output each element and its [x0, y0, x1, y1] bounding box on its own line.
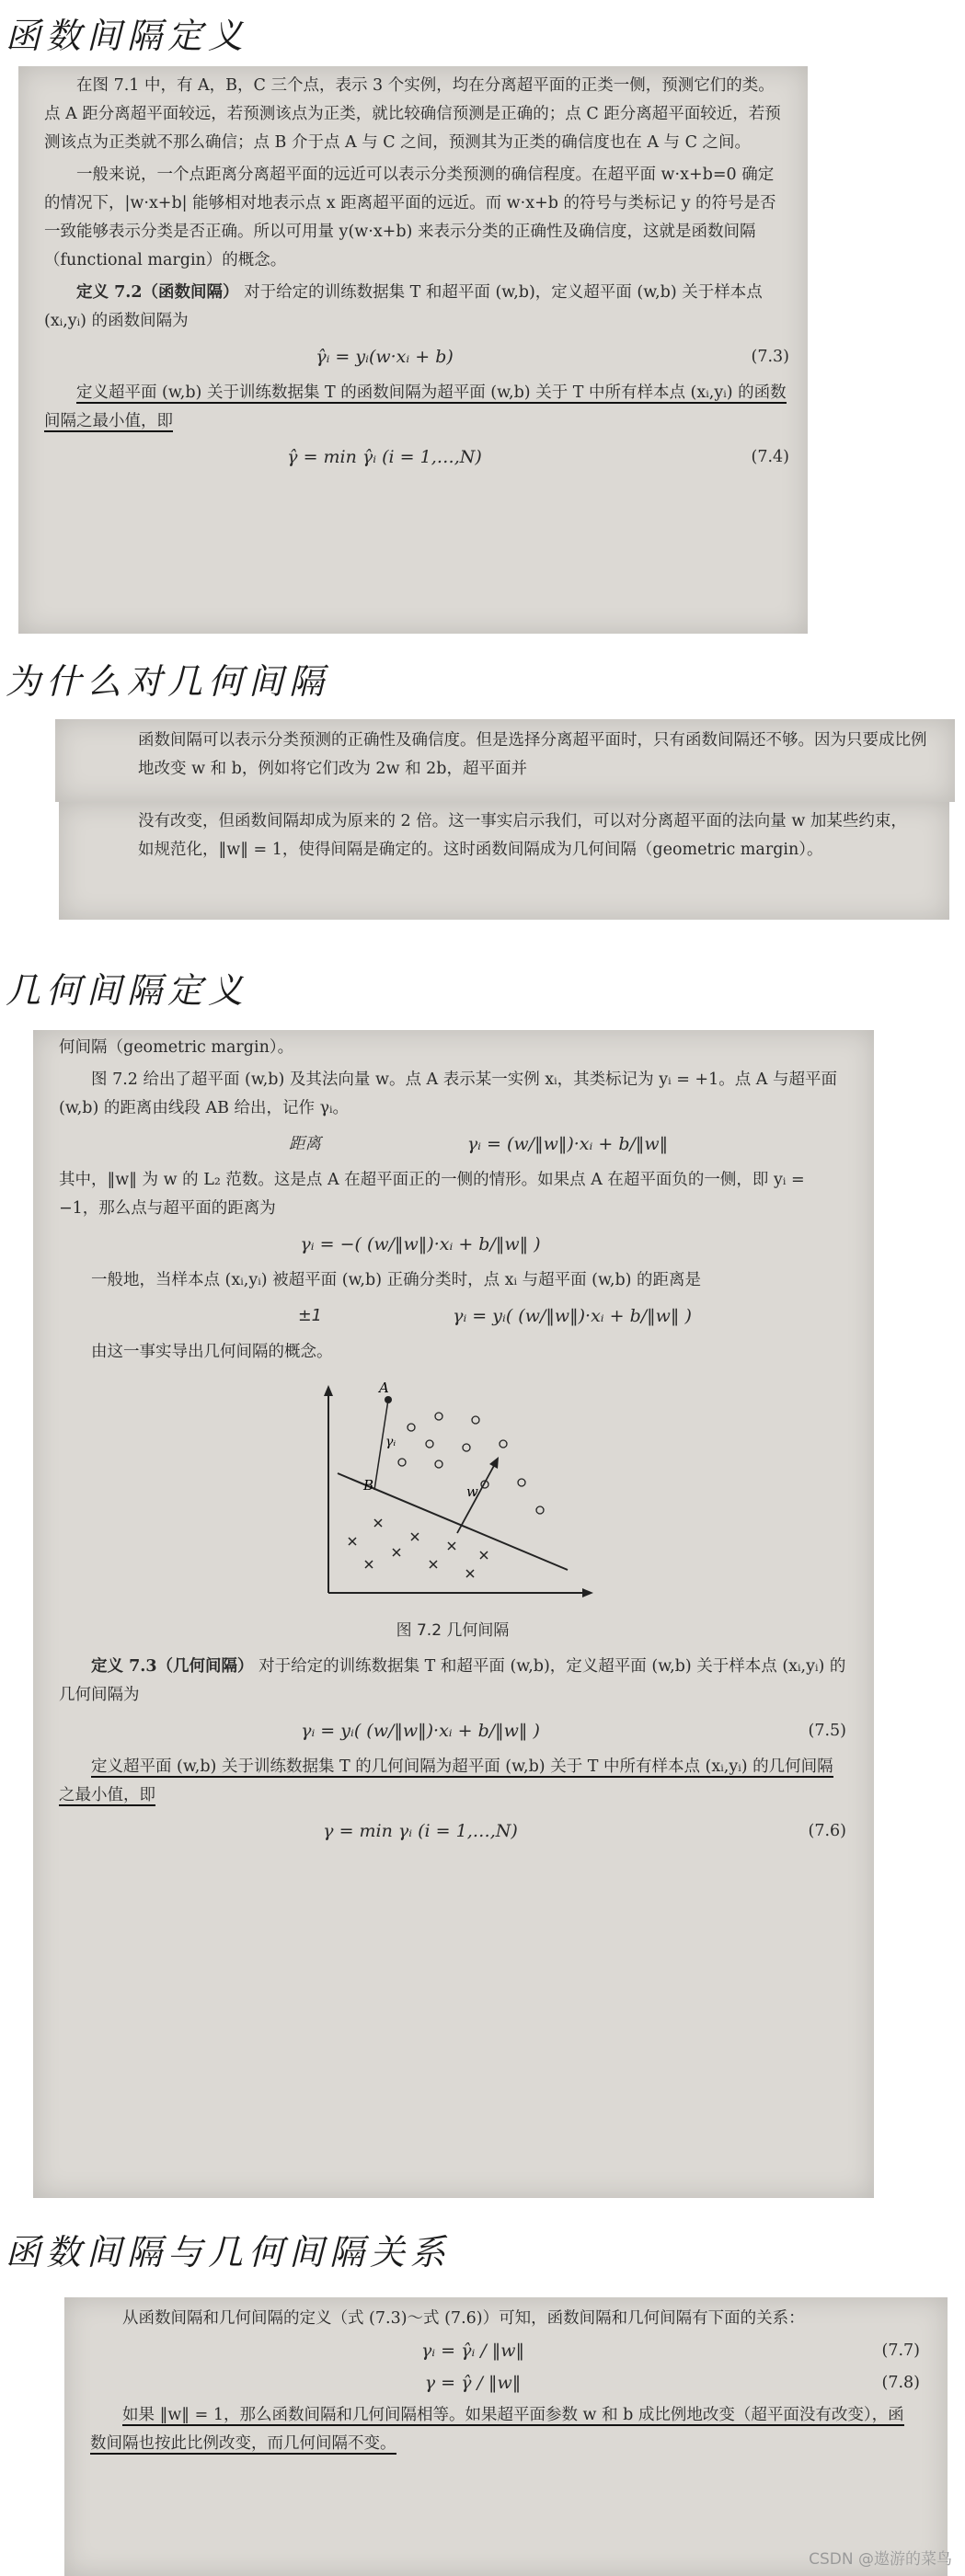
x-axis-arrow [582, 1588, 593, 1597]
equation: γᵢ = −( (w/‖w‖)·xᵢ + b/‖w‖ ) [300, 1234, 541, 1254]
equation: γ̂ᵢ = yᵢ(w·xᵢ + b) [316, 347, 454, 367]
paragraph: 函数间隔可以表示分类预测的正确性及确信度。但是选择分离超平面时，只有函数间隔还不够。因为只要成比例地改变 w 和 b，例如将它们改为 2w 和 2b，超平面并 [138, 731, 927, 778]
paragraph: 一般来说，一个点距离分离超平面的远近可以表示分类预测的确信程度。在超平面 w·x+b=0 确定的情况下，|w·x+b| 能够相对地表示点 x 距离超平面的远近。而 w·x+b 的符号与类标记 y 的符号是否一致能够表示分类是否正确。所以可用量 y(w·x+b) 来表示分类的正确性及确信度，这就是函数间隔（functional margin）的概念。 [44, 166, 776, 269]
paragraph: 其中，‖w‖ 为 w 的 L₂ 范数。这是点 A 在超平面正的一侧的情形。如果点 A 在超平面负的一侧，即 yᵢ = −1，那么点与超平面的距离为 [59, 1171, 805, 1218]
handwritten-note: 距离 [289, 1135, 321, 1153]
equation-row [59, 1231, 846, 1259]
textbook-photo-strip-2 [59, 802, 949, 920]
y-axis-arrow [324, 1385, 333, 1396]
definition-text: 对于给定的训练数据集 T 和超平面 (w,b)，定义超平面 (w,b) 关于样本点 (xᵢ,yᵢ) 的几何间隔为 [59, 1657, 846, 1704]
equation: γᵢ = (w/‖w‖)·xᵢ + b/‖w‖ [466, 1134, 669, 1154]
csdn-watermark: CSDN @遨游的菜鸟 [809, 2550, 952, 2569]
equation-row [59, 1817, 846, 1846]
equation-number: (7.8) [881, 2374, 920, 2392]
paragraph: 如果 ‖w‖ = 1，那么函数间隔和几何间隔相等。如果超平面参数 w 和 b 成比例地改变（超平面没有改变），函数间隔也按此比例改变，而几何间隔不变。 [90, 2406, 904, 2453]
paragraph: 一般地，当样本点 (xᵢ,yᵢ) 被超平面 (w,b) 正确分类时，点 xᵢ 与超平面 (w,b) 的距离是 [91, 1271, 702, 1289]
equation-row [44, 443, 789, 472]
heading-geometric-margin: 几何间隔定义 [6, 970, 249, 1011]
equation-number: (7.4) [751, 448, 789, 466]
equation-row [59, 1130, 846, 1159]
paragraph: 在图 7.1 中，有 A，B，C 三个点，表示 3 个实例，均在分离超平面的正类一侧，预测它们的类。点 A 距分离超平面较远，若预测该点为正类，就比较确信预测是正确的；点 C 距分离超平面较近，若预测该点为正类就不那么确信；点 B 介于点 A 与 C 之间，预测其为正类的确信度也在 A 与 C 之间。 [44, 76, 781, 152]
paragraph: 由这一事实导出几何间隔的概念。 [91, 1343, 333, 1361]
label-A: A [379, 1380, 389, 1396]
textbook-photo-geometric-margin [33, 1030, 874, 2198]
paragraph: 图 7.2 给出了超平面 (w,b) 及其法向量 w。点 A 表示某一实例 xᵢ，其类标记为 yᵢ = +1。点 A 与超平面 (w,b) 的距离由线段 AB 给出，记作 γᵢ。 [59, 1070, 837, 1117]
equation-number: (7.5) [808, 1722, 846, 1740]
figure-caption: 图 7.2 几何间隔 [396, 1621, 510, 1640]
label-w: w [466, 1483, 478, 1500]
paragraph: 从函数间隔和几何间隔的定义（式 (7.3)～式 (7.6)）可知，函数间隔和几何间隔有下面的关系： [122, 2309, 805, 2328]
paragraph: 何间隔（geometric margin）。 [59, 1038, 294, 1057]
equation: γ = γ̂ / ‖w‖ [424, 2373, 522, 2393]
equation: γᵢ = yᵢ( (w/‖w‖)·xᵢ + b/‖w‖ ) [453, 1306, 692, 1326]
label-B: B [363, 1477, 374, 1494]
equation-row [90, 2337, 920, 2365]
paragraph: 定义超平面 (w,b) 关于训练数据集 T 的几何间隔为超平面 (w,b) 关于 T 中所有样本点 (xᵢ,yᵢ) 的几何间隔之最小值，即 [59, 1757, 833, 1804]
equation-row [44, 343, 789, 372]
paragraph: 定义超平面 (w,b) 关于训练数据集 T 的函数间隔为超平面 (w,b) 关于 T 中所有样本点 (xᵢ,yᵢ) 的函数间隔之最小值，即 [44, 384, 787, 430]
heading-why-geometric: 为什么对几何间隔 [6, 661, 330, 702]
paragraph: 没有改变，但函数间隔却成为原来的 2 倍。这一事实启示我们，可以对分离超平面的法向量 w 加某些约束，如规范化，‖w‖ = 1，使得间隔是确定的。这时函数间隔成为几何间隔（geometric margin）。 [138, 812, 907, 859]
equation-number: (7.6) [808, 1822, 846, 1840]
textbook-photo-strip-1 [55, 719, 955, 802]
equation: γ = min γᵢ (i = 1,…,N) [323, 1821, 518, 1841]
equation-number: (7.3) [751, 348, 789, 366]
equation-row [59, 1302, 846, 1331]
handwritten-note: ±1 [298, 1307, 322, 1325]
definition-text: 对于给定的训练数据集 T 和超平面 (w,b)，定义超平面 (w,b) 关于样本点 (xᵢ,yᵢ) 的函数间隔为 [44, 283, 763, 330]
equation: γ̂ = min γ̂ᵢ (i = 1,…,N) [287, 447, 482, 467]
definition-label: 定义 7.3（几何间隔） [91, 1657, 254, 1676]
definition-label: 定义 7.2（函数间隔） [76, 283, 239, 302]
equation-number: (7.7) [881, 2341, 920, 2360]
equation: γᵢ = γ̂ᵢ / ‖w‖ [420, 2341, 525, 2361]
label-gamma: γᵢ [385, 1435, 396, 1449]
equation-row [90, 2369, 920, 2398]
equation-row [59, 1717, 846, 1746]
textbook-photo-relationship [64, 2297, 948, 2576]
heading-relationship: 函数间隔与几何间隔关系 [6, 2232, 452, 2273]
heading-functional-margin: 函数间隔定义 [6, 16, 249, 56]
geometric-margin-figure [301, 1372, 604, 1620]
equation: γᵢ = yᵢ( (w/‖w‖)·xᵢ + b/‖w‖ ) [301, 1721, 540, 1741]
textbook-photo-functional-margin [18, 66, 808, 634]
